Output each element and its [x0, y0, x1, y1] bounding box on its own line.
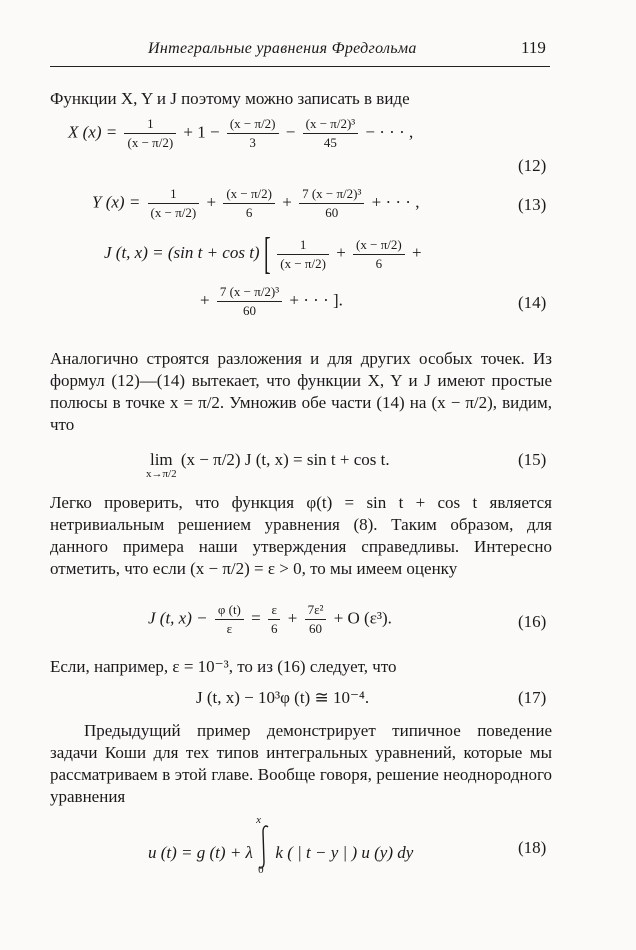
paragraph-cauchy — [50, 720, 552, 808]
eq14-f2-den: 6 — [375, 255, 383, 271]
eq17-body: J (t, x) − 10³φ (t) ≅ 10⁻⁴. — [196, 688, 370, 707]
eq13-f1-den: (x − π/2) — [150, 205, 197, 220]
eq15-number: (15) — [518, 450, 547, 469]
eq16-op3: + — [287, 608, 298, 628]
eq13-lhs: Y (x) = — [92, 192, 141, 212]
eq14-open-bracket: [ — [263, 229, 271, 278]
header-rule — [50, 66, 550, 67]
eq12-lhs: X (x) = — [68, 122, 118, 142]
eq16-f3-den: 60 — [309, 621, 322, 636]
eq14-f1-num: 1 — [277, 237, 329, 255]
eq16-f1-num: φ (t) — [215, 602, 244, 620]
eq12-f2-num: (x − π/2) — [227, 116, 279, 134]
paragraph-poles-text: Аналогично строятся разложения и для других особых точек. Из формул (12)—(14) вытекает, что функции X, Y и J имеют простые полюсы в точке x = π/2. Умножив обе части (14) на (x − π/2), видим, что — [50, 349, 552, 434]
eq12-mid: + 1 − — [183, 122, 220, 142]
eq18-upper-limit: x — [256, 814, 262, 826]
eq12-frac3 — [303, 116, 359, 151]
eq12-f3-den: 45 — [323, 135, 337, 150]
eq16-f3-num: 7ε² — [305, 602, 327, 620]
eq12-f1-den: (x − π/2) — [127, 135, 174, 150]
paragraph-solution — [50, 492, 552, 580]
paragraph-intro — [50, 88, 552, 110]
eq16-f1-den: ε — [226, 621, 233, 636]
eq14-number: (14) — [518, 293, 547, 312]
eq13-frac1 — [148, 186, 200, 221]
eq12-f1-num: 1 — [124, 116, 176, 134]
eq14-frac1 — [277, 237, 329, 272]
running-header-title: Интегральные уравнения Фредгольма — [148, 40, 417, 57]
paragraph-example-text: Если, например, ε = 10⁻³, то из (16) следует, что — [50, 657, 397, 676]
eq18-integrand: k ( | t − y | ) u (y) dy — [275, 843, 414, 862]
paragraph-example — [50, 656, 552, 678]
eq13-f2-den: 6 — [245, 205, 253, 220]
paragraph-poles — [50, 348, 552, 436]
equation-18 — [148, 814, 414, 876]
equation-17 — [196, 688, 369, 708]
eq16-lhs: J (t, x) − — [148, 608, 208, 628]
eq13-tail: + · · · , — [371, 192, 420, 212]
eq18-number: (18) — [518, 838, 547, 857]
eq16-tail: + O (ε³). — [333, 608, 392, 628]
equation-14-line2 — [200, 284, 343, 319]
eq16-frac3 — [305, 602, 327, 637]
paragraph-solution-text: Легко проверить, что функция φ(t) = sin t + cos t является нетривиальным решением уравнения (8). Таким образом, для данного примера наши утверждения справедливы. Интересно отметить, что если (x − π/2) = ε > 0, то мы имеем оценку — [50, 493, 552, 578]
eq13-f3-num: 7 (x − π/2)³ — [299, 186, 364, 204]
equation-15 — [146, 450, 390, 480]
eq13-frac2 — [223, 186, 275, 221]
eq18-lhs: u (t) = g (t) + λ — [148, 843, 253, 862]
eq14-f3-num: 7 (x − π/2)³ — [217, 284, 282, 302]
eq14-lhs: J (t, x) = (sin t + cos t) — [104, 242, 260, 262]
eq13-f1-num: 1 — [148, 186, 200, 204]
eq14-lead2: + — [200, 290, 210, 310]
eq18-integral — [256, 814, 271, 876]
eq14-op3: + — [411, 242, 422, 262]
eq14-frac2 — [353, 237, 405, 272]
eq13-f3-den: 60 — [325, 205, 339, 220]
eq16-f2-den: 6 — [270, 621, 278, 636]
eq13-op2: + — [206, 192, 217, 212]
paragraph-intro-text: Функции X, Y и J поэтому можно записать в виде — [50, 89, 410, 108]
eq12-tail: − · · · , — [365, 122, 414, 142]
eq17-number: (17) — [518, 688, 547, 707]
eq14-f1-den: (x − π/2) — [280, 255, 326, 271]
eq15-body: (x − π/2) J (t, x) = sin t + cos t. — [180, 450, 390, 469]
eq15-limit — [146, 450, 177, 480]
equation-13 — [92, 186, 419, 221]
page-number: 119 — [521, 38, 546, 57]
paragraph-cauchy-text: Предыдущий пример демонстрирует типичное поведение задачи Коши для тех типов интегральных уравнений, которые мы рассматриваем в этой главе. Вообще говоря, решение неоднородного уравнения — [50, 721, 552, 806]
eq14-op2: + — [336, 242, 346, 262]
eq14-frac3 — [217, 284, 282, 319]
eq16-f2-num: ε — [268, 602, 281, 620]
eq15-lim-sub: x→π/2 — [146, 468, 177, 480]
eq12-op3: − — [285, 122, 296, 142]
eq12-f3-num: (x − π/2)³ — [303, 116, 359, 134]
eq16-eqs: = — [251, 608, 261, 628]
eq16-number: (16) — [518, 612, 547, 631]
eq12-number: (12) — [518, 156, 547, 175]
eq12-frac1 — [124, 116, 176, 151]
eq16-frac2 — [268, 602, 281, 637]
equation-16 — [148, 602, 392, 637]
eq12-f2-den: 3 — [249, 135, 256, 150]
eq13-op3: + — [282, 192, 292, 212]
eq18-lower-limit: 0 — [258, 864, 264, 876]
eq16-frac1 — [215, 602, 244, 637]
eq14-tail: + · · · — [289, 290, 329, 310]
eq13-number: (13) — [518, 195, 547, 214]
eq14-f3-den: 60 — [243, 303, 256, 318]
equation-14-line1 — [104, 229, 422, 278]
eq13-frac3 — [299, 186, 364, 221]
eq12-frac2 — [227, 116, 279, 151]
equation-12 — [68, 116, 413, 151]
eq13-f2-num: (x − π/2) — [223, 186, 275, 204]
eq14-f2-num: (x − π/2) — [353, 237, 405, 255]
eq15-lim-word: lim — [149, 450, 173, 469]
eq14-end: ]. — [332, 290, 343, 310]
